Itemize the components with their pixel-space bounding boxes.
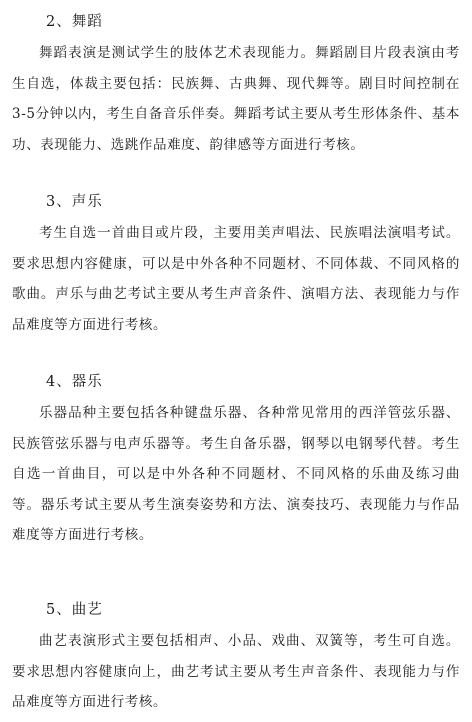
- section-dance: [12, 4, 460, 184]
- section-heading: 2、舞蹈: [46, 14, 103, 30]
- section-paragraph: 曲艺表演形式主要包括相声、小品、戏曲、双簧等，考生可自选。要求思想内容健康向上，曲艺考试主要从考生声音条件、表现能力与作品难度等方面进行考核。: [12, 633, 460, 710]
- section-heading: 4、器乐: [46, 374, 103, 390]
- section-vocal: [12, 184, 460, 364]
- section-paragraph: 舞蹈表演是测试学生的肢体艺术表现能力。舞蹈剧目片段表演由考生自选，体裁主要包括：民族舞、古典舞、现代舞等。剧目时间控制在3-5分钟以内，考生自备音乐伴奏。舞蹈考试主要从考生形体条件、基本功、表现能力、选跳作品难度、韵律感等方面进行考核。: [12, 45, 460, 153]
- section-heading: 5、曲艺: [46, 602, 103, 618]
- section-paragraph: 乐器品种主要包括各种键盘乐器、各种常见常用的西洋管弦乐器、民族管弦乐器与电声乐器等。考生自备乐器，钢琴以电钢琴代替。考生自选一首曲目，可以是中外各种不同题材、不同风格的乐曲及练习曲等。器乐考试主要从考生演奏姿势和方法、演奏技巧、表现能力与作品难度等方面进行考核。: [12, 405, 460, 543]
- section-quyi: [12, 592, 460, 722]
- section-paragraph: 考生自选一首曲目或片段，主要用美声唱法、民族唱法演唱考试。要求思想内容健康，可以是中外各种不同题材、不同体裁、不同风格的歌曲。声乐与曲艺考试主要从考生声音条件、演唱方法、表现能力与作品难度等方面进行考核。: [12, 225, 460, 333]
- section-instrumental: [12, 364, 460, 592]
- section-heading: 3、声乐: [46, 194, 103, 210]
